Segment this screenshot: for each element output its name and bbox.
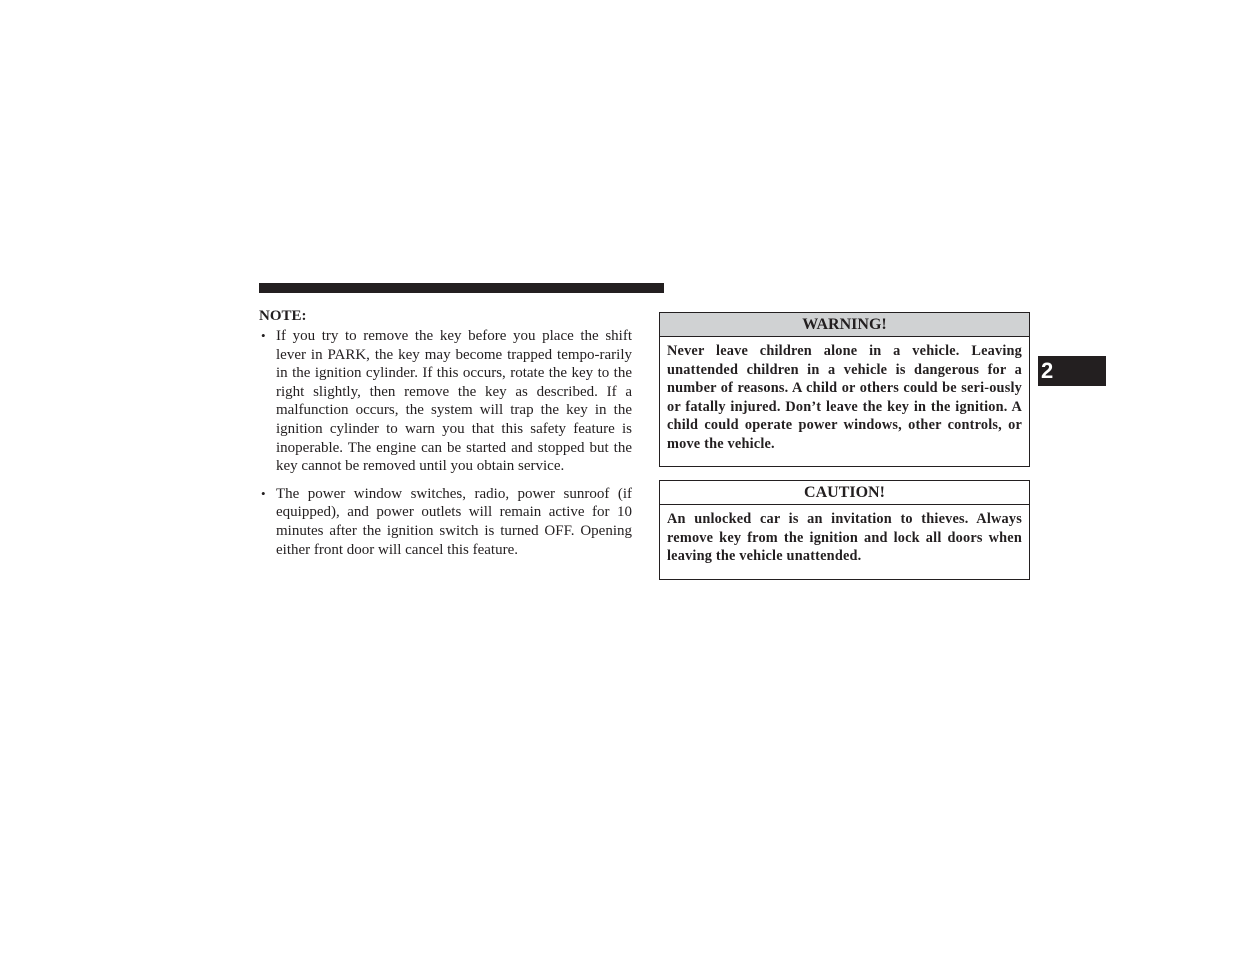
note-bullet-list: [259, 327, 632, 559]
bullet-text: The power window switches, radio, power sunroof (if equipped), and power outlets will remain active for 10 minutes after the ignition switch is turned OFF. Opening either front door will cancel this feature.: [276, 485, 632, 558]
warning-text: Never leave children alone in a vehicle. Leaving unattended children in a vehicle is dangerous for a number of reasons. A child or others could be seri-ously or fatally injured. Don’t leave the key in the ignition. A child could operate power windows, other controls, or move the vehicle.: [667, 343, 1022, 452]
bullet-icon: •: [261, 328, 266, 343]
bullet-icon: •: [261, 485, 266, 501]
caution-box: [659, 480, 1030, 580]
list-item: [259, 327, 632, 476]
bullet-text: If you try to remove the key before you place the shift lever in PARK, the key may become trapped tempo-rarily in the ignition cylinder. If this occurs, rotate the key to the right slightly, then remove the key as described. If a malfunction occurs, the system will trap the key in the ignition cylinder to warn you that this safety feature is inoperable. The engine can be started and stopped but the key cannot be removed until you obtain service.: [276, 328, 632, 475]
chapter-tab: 2: [1038, 356, 1106, 386]
section-rule: [259, 283, 664, 293]
list-item: [259, 485, 632, 559]
caution-text: An unlocked car is an invitation to thieves. Always remove key from the ignition and lock all doors when leaving the vehicle unattended.: [667, 511, 1022, 565]
caution-title: CAUTION!: [660, 481, 1029, 505]
note-section: [259, 307, 632, 568]
warning-box: [659, 312, 1030, 467]
warning-title: WARNING!: [660, 313, 1029, 337]
note-label: NOTE:: [259, 308, 307, 324]
